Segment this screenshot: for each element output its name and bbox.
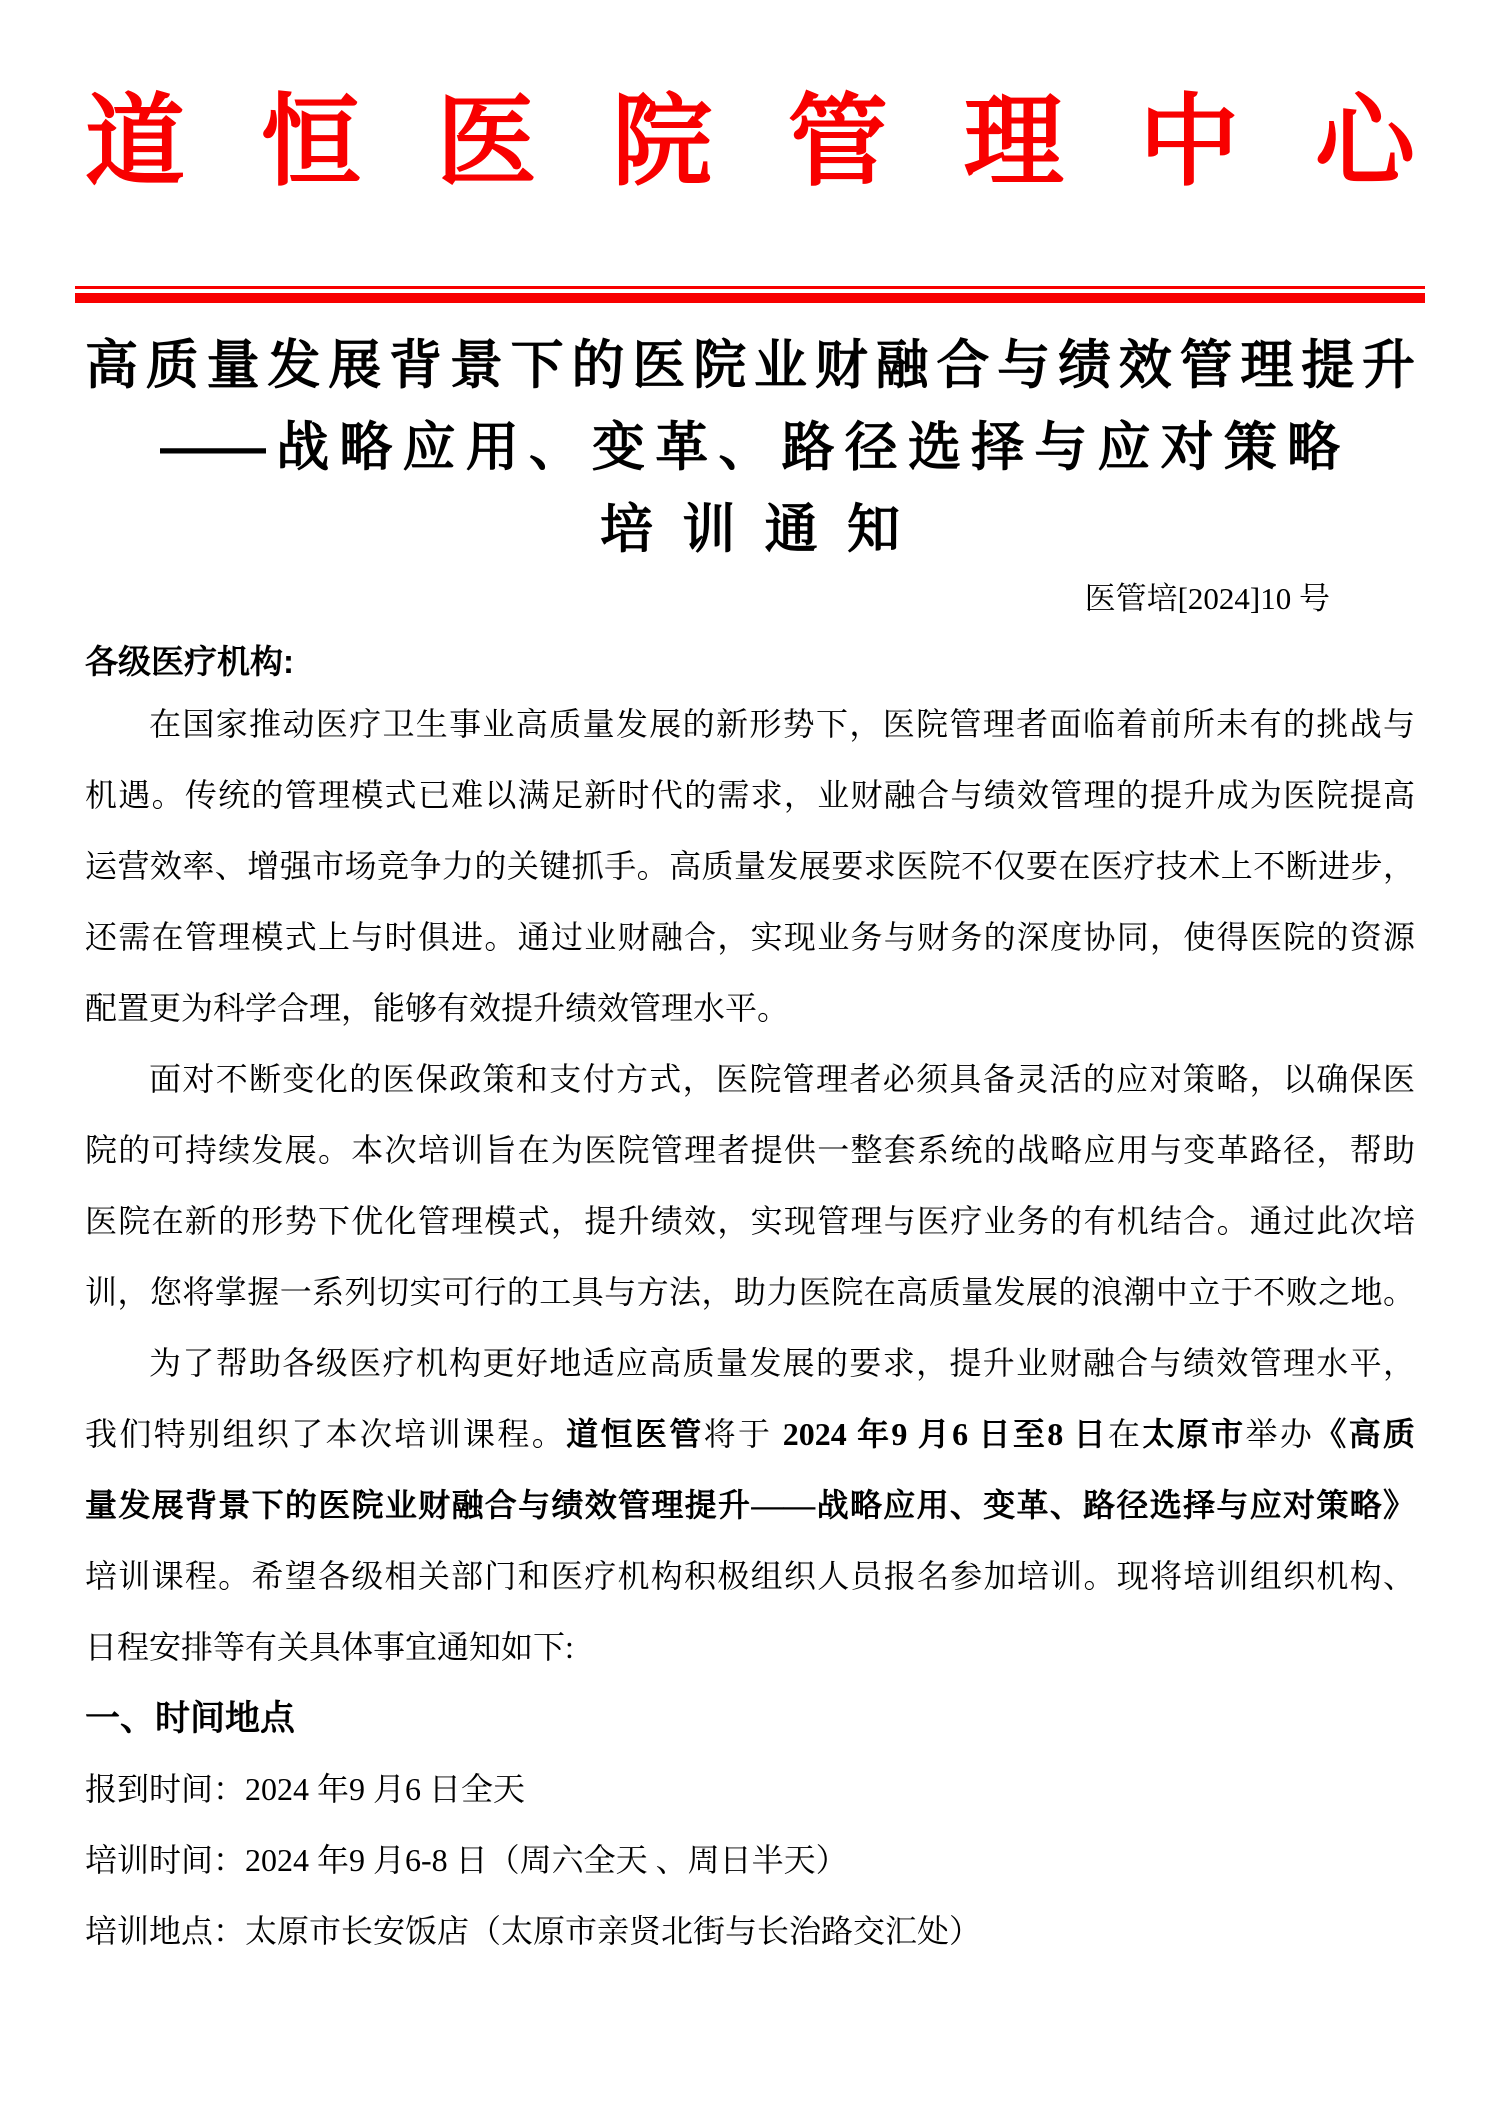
text-line [85,760,1415,831]
text-segment: 配置更为科学合理，能够有效提升绩效管理水平。 [85,990,790,1026]
bold-text: 《高质 [1314,1416,1415,1452]
text-segment: 将于 [703,1416,783,1452]
text-segment: 院的可持续发展。本次培训旨在为医院管理者提供一整套系统的战略应用与变革路径，帮助 [85,1132,1415,1168]
text-segment: 我们特别组织了本次培训课程。 [85,1416,567,1452]
bold-text: 太原市 [1142,1416,1246,1452]
text-line [85,1328,1415,1399]
text-segment: 培训时间：2024 年9 月6-8 日（周六全天 、周日半天） [85,1842,848,1878]
bold-text: 量发展背景下的医院业财融合与绩效管理提升——战略应用、变革、路径选择与应对策略》 [85,1487,1415,1523]
text-segment: 运营效率、增强市场竞争力的关键抓手。高质量发展要求医院不仅要在医疗技术上不断进步， [85,848,1415,884]
text-segment: 培训地点：太原市长安饭店（太原市亲贤北街与长治路交汇处） [85,1913,982,1949]
body-text [85,689,1415,1683]
bold-text: 道恒医管 [566,1416,704,1452]
text-line [85,1825,1415,1896]
text-segment: 为了帮助各级医疗机构更好地适应高质量发展的要求，提升业财融合与绩效管理水平， [149,1345,1415,1381]
text-segment: 培训课程。希望各级相关部门和医疗机构积极组织人员报名参加培训。现将培训组织机构、 [85,1558,1415,1594]
text-segment: 举办 [1245,1416,1315,1452]
text-segment: 在 [1108,1416,1143,1452]
text-line [85,1115,1415,1186]
text-segment: 报到时间：2024 年9 月6 日全天 [85,1771,526,1807]
text-line [85,902,1415,973]
text-line [85,1399,1415,1470]
text-line [85,1044,1415,1115]
text-segment: 机遇。传统的管理模式已难以满足新时代的需求，业财融合与绩效管理的提升成为医院提高 [85,777,1415,813]
section-heading-time-place: 一、时间地点 [85,1699,296,1738]
text-segment: 还需在管理模式上与时俱进。通过业财融合，实现业务与财务的深度协同，使得医院的资源 [85,919,1415,955]
text-line [85,973,1415,1044]
doc-title-line-2: ——战略应用、变革、路径选择与应对策略 [160,418,1340,477]
info-lines [85,1754,1415,1967]
text-line [85,1612,1415,1683]
divider-thick-line [75,293,1425,303]
doc-title-line-1: 高质量发展背景下的医院业财融合与绩效管理提升 [85,336,1415,395]
text-segment: 医院在新的形势下优化管理模式，提升绩效，实现管理与医疗业务的有机结合。通过此次培 [85,1203,1415,1239]
text-line [85,1896,1415,1967]
text-line [85,1186,1415,1257]
text-segment: 在国家推动医疗卫生事业高质量发展的新形势下，医院管理者面临着前所未有的挑战与 [149,706,1415,742]
doc-title-line-3: 培训通知 [600,500,900,559]
doc-number: 医管培[2024]10 号 [1084,581,1330,616]
text-segment: 日程安排等有关具体事宜通知如下: [85,1629,574,1665]
text-line [85,1754,1415,1825]
text-line [85,689,1415,760]
text-line [85,1541,1415,1612]
salutation: 各级医疗机构: [85,643,294,680]
doc-title [0,325,1500,571]
text-segment: 训，您将掌握一系列切实可行的工具与方法，助力医院在高质量发展的浪潮中立于不败之地。 [85,1274,1415,1310]
text-line [85,1470,1415,1541]
header-divider [75,286,1425,303]
text-line [85,831,1415,902]
org-header-title: 道恒医院管理中心 [85,86,1415,198]
bold-text: 2024 年9 月6 日至8 日 [782,1416,1108,1452]
text-line [85,1257,1415,1328]
text-segment: 面对不断变化的医保政策和支付方式，医院管理者必须具备灵活的应对策略，以确保医 [149,1061,1415,1097]
